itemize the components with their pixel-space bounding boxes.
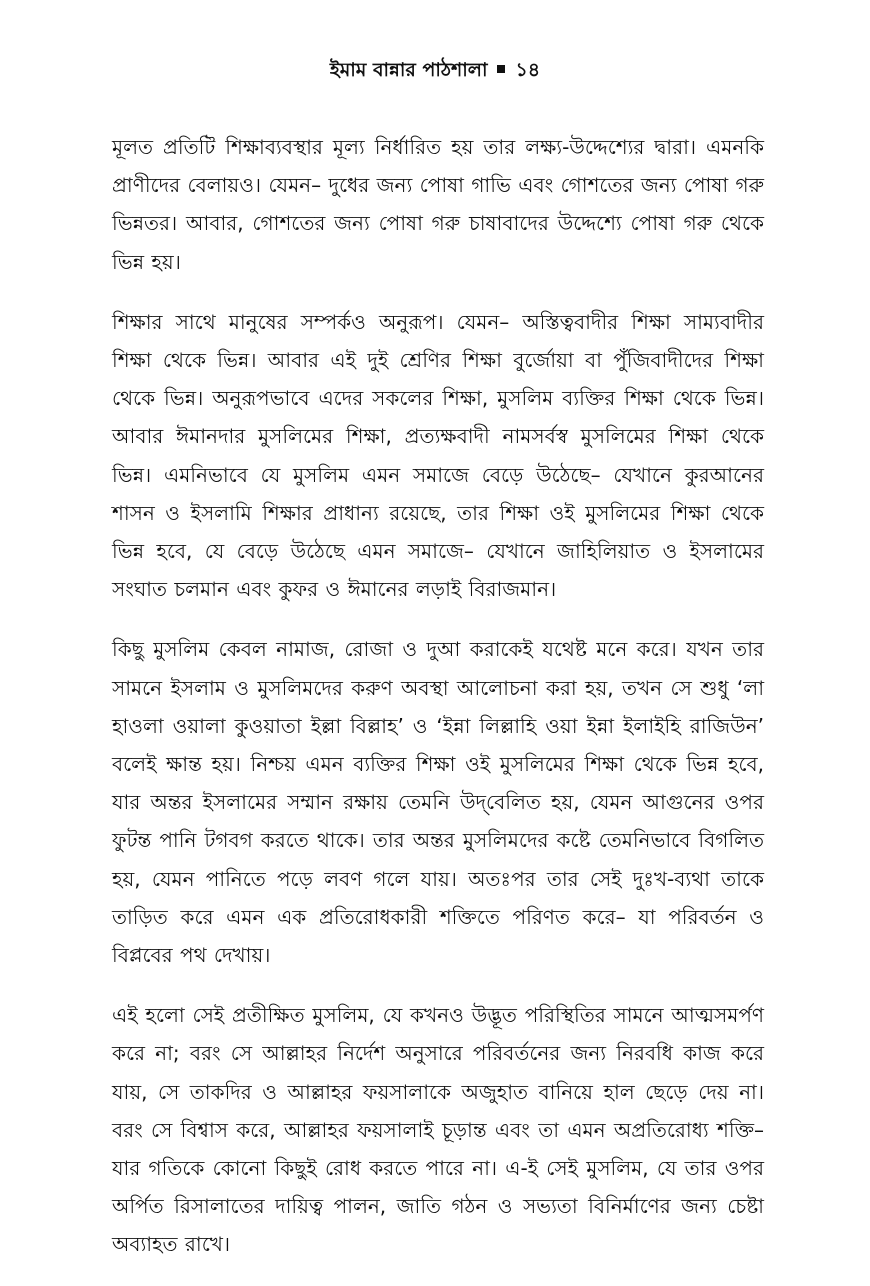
running-header bbox=[0, 56, 870, 84]
book-title: ইমাম বান্নার পাঠশালা bbox=[329, 59, 488, 81]
paragraph: কিছু মুসলিম কেবল নামাজ, রোজা ও দুআ করাকেই যথেষ্ট মনে করে। যখন তার সামনে ইসলাম ও মুসলিমদের করুণ অবস্থা আলোচনা করা হয়, তখন সে শুধু ‘লা হাওলা ওয়ালা কুওয়াতা ইল্লা বিল্লাহ’ ও ‘ইন্না লিল্লাহি ওয়া ইন্না ইলাইহি রাজিউন’ বলেই ক্ষান্ত হয়। নিশ্চয় এমন ব্যক্তির শিক্ষা ওই মুসলিমের শিক্ষা থেকে ভিন্ন হবে, যার অন্তর ইসলামের সম্মান রক্ষায় তেমনি উদ্‌বেলিত হয়, যেমন আগুনের ওপর ফুটন্ত পানি টগবগ করতে থাকে। তার অন্তর মুসলিমদের কষ্টে তেমনিভাবে বিগলিত হয়, যেমন পানিতে পড়ে লবণ গলে যায়। অতঃপর তার সেই দুঃখ-ব্যথা তাকে তাড়িত করে এমন এক প্রতিরোধকারী শক্তিতে পরিণত করে– যা পরিবর্তন ও বিপ্লবের পথ দেখায়। bbox=[112, 637, 764, 968]
paragraph: মূলত প্রতিটি শিক্ষাব্যবস্থার মূল্য নির্ধারিত হয় তার লক্ষ্য-উদ্দেশ্যের দ্বারা। এমনকি প্রাণীদের বেলায়ও। যেমন– দুধের জন্য পোষা গাভি এবং গোশতের জন্য পোষা গরু ভিন্নতর। আবার, গোশতের জন্য পোষা গরু চাষাবাদের উদ্দেশ্যে পোষা গরু থেকে ভিন্ন হয়। bbox=[112, 135, 764, 274]
page-number: ১৪ bbox=[515, 59, 541, 81]
paragraph: শিক্ষার সাথে মানুষের সম্পর্কও অনুরূপ। যেমন– অস্তিত্ববাদীর শিক্ষা সাম্যবাদীর শিক্ষা থেকে ভিন্ন। আবার এই দুই শ্রেণির শিক্ষা বুর্জোয়া বা পুঁজিবাদীদের শিক্ষা থেকে ভিন্ন। অনুরূপভাবে এদের সকলের শিক্ষা, মুসলিম ব্যক্তির শিক্ষা থেকে ভিন্ন। আবার ঈমানদার মুসলিমের শিক্ষা, প্রত্যক্ষবাদী নামসর্বস্ব মুসলিমের শিক্ষা থেকে ভিন্ন। এমনিভাবে যে মুসলিম এমন সমাজে বেড়ে উঠেছে– যেখানে কুরআনের শাসন ও ইসলামি শিক্ষার প্রাধান্য রয়েছে, তার শিক্ষা ওই মুসলিমের শিক্ষা থেকে ভিন্ন হবে, যে বেড়ে উঠেছে এমন সমাজে– যেখানে জাহিলিয়াত ও ইসলামের সংঘাত চলমান এবং কুফর ও ঈমানের লড়াই বিরাজমান। bbox=[112, 309, 764, 602]
header-separator bbox=[497, 65, 505, 73]
body-text bbox=[112, 128, 764, 1286]
paragraph: এই হলো সেই প্রতীক্ষিত মুসলিম, যে কখনও উদ্ভূত পরিস্থিতির সামনে আত্মসমর্পণ করে না; বরং সে আল্লাহর নির্দেশ অনুসারে পরিবর্তনের জন্য নিরবধি কাজ করে যায়, সে তাকদির ও আল্লাহর ফয়সালাকে অজুহাত বানিয়ে হাল ছেড়ে দেয় না। বরং সে বিশ্বাস করে, আল্লাহর ফয়সালাই চূড়ান্ত এবং তা এমন অপ্রতিরোধ্য শক্তি– যার গতিকে কোনো কিছুই রোধ করতে পারে না। এ-ই সেই মুসলিম, যে তার ওপর অর্পিত রিসালাতের দায়িত্ব পালন, জাতি গঠন ও সভ্যতা বিনির্মাণের জন্য চেষ্টা অব্যাহত রাখে। bbox=[112, 1003, 764, 1257]
